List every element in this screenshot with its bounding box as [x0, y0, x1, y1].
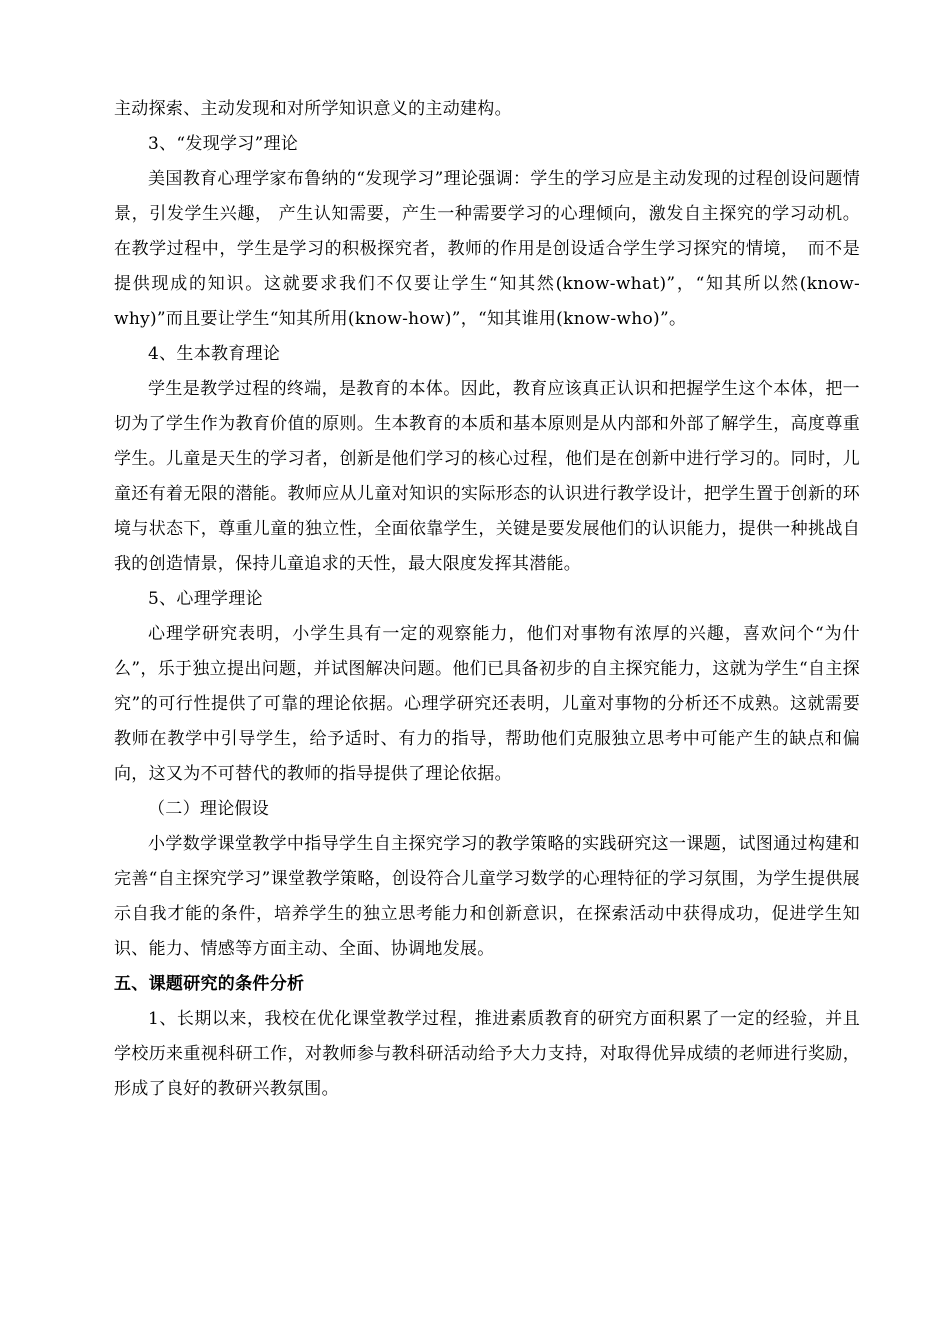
subheading-psychology-theory: 5、心理学理论 [148, 589, 263, 609]
paragraph-student-centered-education: 学生是教学过程的终端，是教育的本体。因此，教育应该真正认识和把握学生这个本体，把一切为了学生作为教育价值的原则。生本教育的本质和基本原则是从内部和外部了解学生，高度尊重学生。儿童是天生的学习者，创新是他们学习的核心过程，他们是在创新中进行学习的。同时，儿童还有着无限的潜能。教师应从儿童对知识的实际形态的认识进行教学设计，把学生置于创新的环境与状态下，尊重儿童的独立性，全面依靠学生，关键是要发展他们的认识能力，提供一种挑战自我的创造情景，保持儿童追求的天性，最大限度发挥其潜能。 [114, 379, 860, 574]
paragraph-psychology-theory: 心理学研究表明，小学生具有一定的观察能力，他们对事物有浓厚的兴趣，喜欢问个“为什么”，乐于独立提出问题，并试图解决问题。他们已具备初步的自主探究能力，这就为学生“自主探究”的可行性提供了可靠的理论依据。心理学研究还表明，儿童对事物的分析还不成熟。这就需要教师在教学中引导学生，给予适时、有力的指导，帮助他们克服独立思考中可能产生的缺点和偏向，这又为不可替代的教师的指导提供了理论依据。 [114, 624, 860, 784]
subheading-discovery-learning: 3、“发现学习”理论 [148, 134, 299, 154]
document-body [114, 92, 860, 1107]
subheading-student-centered-education: 4、生本教育理论 [148, 344, 281, 364]
subheading-theoretical-hypothesis: （二）理论假设 [148, 799, 270, 819]
paragraph-discovery-learning: 美国教育心理学家布鲁纳的“发现学习”理论强调：学生的学习应是主动发现的过程创设问题情景，引发学生兴趣， 产生认知需要，产生一种需要学习的心理倾向，激发自主探究的学习动机。在教学过程中，学生是学习的积极探究者，教师的作用是创设适合学生学习探究的情境， 而不是提供现成的知识。这就要求我们不仅要让学生“知其然(know-what)”，“知其所以然(know-why)”而且要让学生“知其所用(know-how)”，“知其谁用(know-who)”。 [114, 169, 860, 329]
paragraph-continuation: 主动探索、主动发现和对所学知识意义的主动建构。 [114, 99, 512, 119]
section-title-conditions: 五、课题研究的条件分析 [114, 974, 305, 994]
paragraph-theoretical-hypothesis: 小学数学课堂教学中指导学生自主探究学习的教学策略的实践研究这一课题，试图通过构建和完善“自主探究学习”课堂教学策略，创设符合儿童学习数学的心理特征的学习氛围，为学生提供展示自我才能的条件，培养学生的独立思考能力和创新意识，在探索活动中获得成功，促进学生知识、能力、情感等方面主动、全面、协调地发展。 [114, 834, 860, 959]
paragraph-conditions-1: 1、长期以来，我校在优化课堂教学过程，推进素质教育的研究方面积累了一定的经验，并且学校历来重视科研工作，对教师参与教科研活动给予大力支持，对取得优异成绩的老师进行奖励，形成了良好的教研兴教氛围。 [114, 1009, 860, 1099]
